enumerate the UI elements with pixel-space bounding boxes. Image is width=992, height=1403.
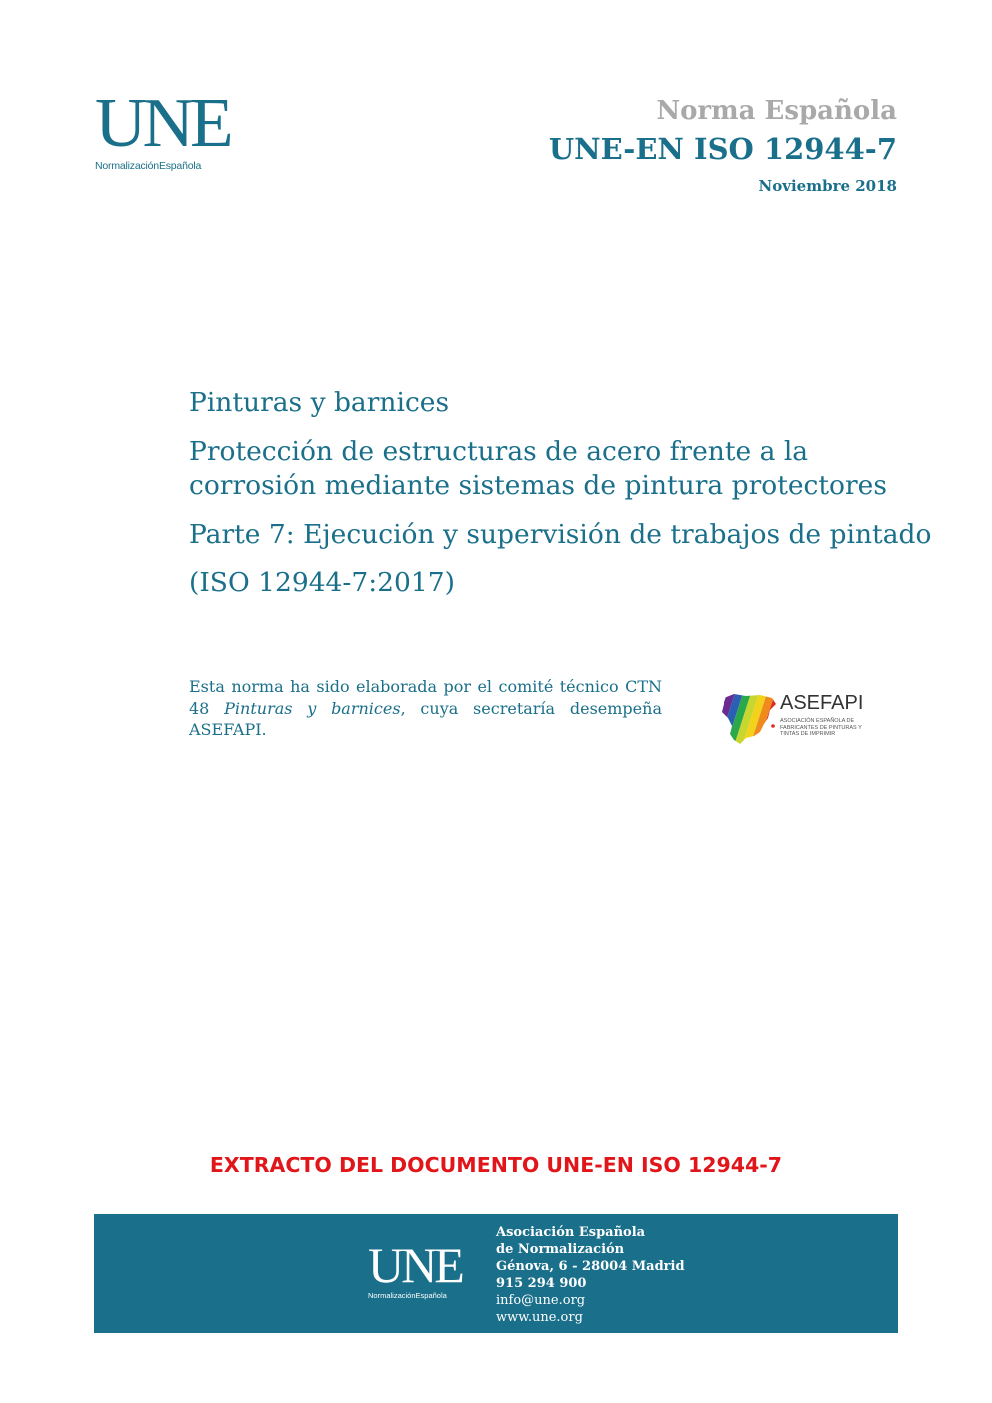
une-logo-subtitle-b: Española <box>158 160 202 172</box>
footer-email-link[interactable]: info@une.org <box>496 1293 586 1308</box>
une-logo-subtitle-a: Normalización <box>95 160 159 172</box>
asefapi-logo <box>720 690 880 750</box>
extract-notice: EXTRACTO DEL DOCUMENTO UNE-EN ISO 12944-7 <box>209 1153 783 1177</box>
committee-name: Pinturas y barnices <box>224 698 401 718</box>
une-logo-mark: UNE <box>95 85 230 162</box>
footer-band <box>94 1214 898 1333</box>
asefapi-description: ASOCIACIÓN ESPAÑOLA DE FABRICANTES DE PINTURAS Y TINTAS DE IMPRIMIR <box>780 718 862 737</box>
footer-contact-info <box>496 1224 685 1326</box>
footer-web-link[interactable]: www.une.org <box>496 1310 583 1325</box>
committee-text-after: , cuya secretaría desempeña ASEFAPI. <box>189 698 662 739</box>
committee-paragraph <box>189 676 662 741</box>
footer-une-logo-subtitle-b: Española <box>415 1291 447 1300</box>
title-main: Protección de estructuras de acero frente a la corrosión mediante sistemas de pintura protectores <box>189 436 887 501</box>
norma-label: Norma Española <box>656 96 897 126</box>
committee-text-before: Esta norma ha sido elaborada por el comité técnico CTN 48 <box>189 677 662 718</box>
footer-une-logo-subtitle-a: Normalización <box>368 1291 416 1300</box>
norma-date: Noviembre 2018 <box>758 177 897 195</box>
title-part: Parte 7: Ejecución y supervisión de trabajos de pintado <box>189 519 932 550</box>
asefapi-map-icon <box>720 690 778 746</box>
footer-phone: 915 294 900 <box>496 1276 587 1291</box>
footer-org-line1: Asociación Española <box>496 1225 646 1240</box>
footer-une-logo-mark: UNE <box>368 1237 462 1293</box>
norma-code: UNE-EN ISO 12944-7 <box>548 132 897 166</box>
footer-une-logo <box>368 1237 478 1312</box>
une-logo <box>95 85 255 182</box>
footer-address: Génova, 6 - 28004 Madrid <box>496 1259 685 1274</box>
title-subject: Pinturas y barnices <box>189 387 450 418</box>
footer-org-line2: de Normalización <box>496 1242 625 1257</box>
asefapi-name: ASEFAPI <box>780 692 864 714</box>
title-iso-reference: (ISO 12944-7:2017) <box>189 567 455 598</box>
